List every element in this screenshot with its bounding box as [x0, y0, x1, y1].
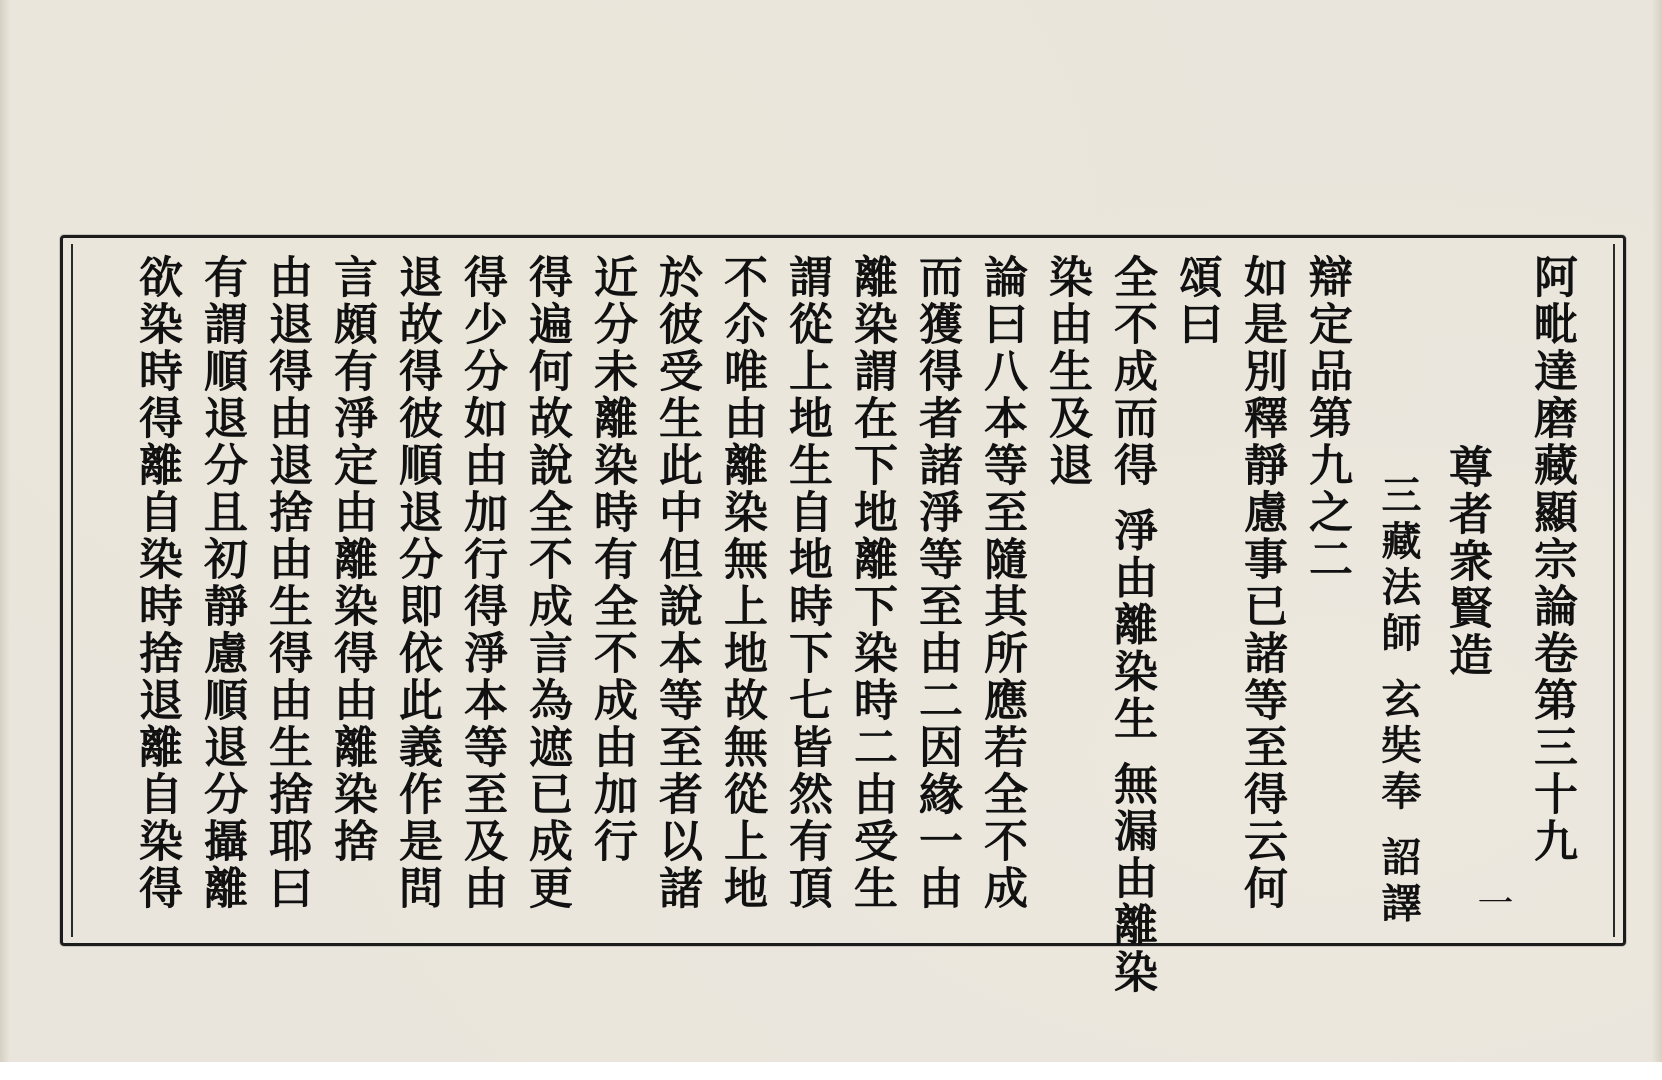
translator-column: 三藏法師 玄奘奉 詔譯 — [1375, 474, 1422, 928]
printed-text-frame — [60, 235, 1626, 996]
title-column: 阿毗達磨藏顯宗論卷第三十九 — [1526, 254, 1577, 865]
text-column-9: 謂從上地生自地時下七皆然有頂 — [781, 254, 832, 912]
text-column-15: 退故得彼順退分即依此義作是問 — [391, 254, 442, 912]
text-column-19: 欲染時得離自染時捨退離自染得 — [131, 254, 182, 912]
left-page-edge — [0, 0, 10, 1080]
text-column-16: 言頗有淨定由離染得由離染捨 — [326, 254, 377, 865]
text-block — [71, 244, 1615, 996]
text-column-7: 而獲得者諸淨等至由二因緣一由 — [911, 254, 962, 912]
text-column-12: 近分未離染時有全不成由加行 — [586, 254, 637, 865]
text-column-1: 辯定品第九之二 — [1301, 254, 1352, 583]
right-page-edge — [1652, 0, 1662, 1080]
text-column-2: 如是別釋靜慮事已諸等至得云何 — [1236, 254, 1287, 912]
author-column: 尊者衆賢造 — [1441, 444, 1492, 679]
text-column-6: 論曰八本等至隨其所應若全不成 — [976, 254, 1027, 912]
text-column-11: 於彼受生此中但說本等至者以諸 — [651, 254, 702, 912]
text-column-10: 不尒唯由離染無上地故無從上地 — [716, 254, 767, 912]
text-column-5: 染由生及退 — [1041, 254, 1092, 489]
text-column-8: 離染謂在下地離下染時二由受生 — [846, 254, 897, 912]
text-column-13: 得遍何故說全不成言為遮已成更 — [521, 254, 572, 912]
folio-number: 一 — [1472, 884, 1513, 920]
text-column-14: 得少分如由加行得淨本等至及由 — [456, 254, 507, 912]
text-column-3: 頌曰 — [1171, 254, 1222, 348]
bottom-margin — [0, 1062, 1662, 1080]
text-column-17: 由退得由退捨由生得由生捨耶曰 — [261, 254, 312, 912]
text-column-18: 有謂順退分且初靜慮順退分攝離 — [196, 254, 247, 912]
text-column-4: 全不成而得 淨由離染生 無漏由離染 — [1106, 254, 1157, 996]
